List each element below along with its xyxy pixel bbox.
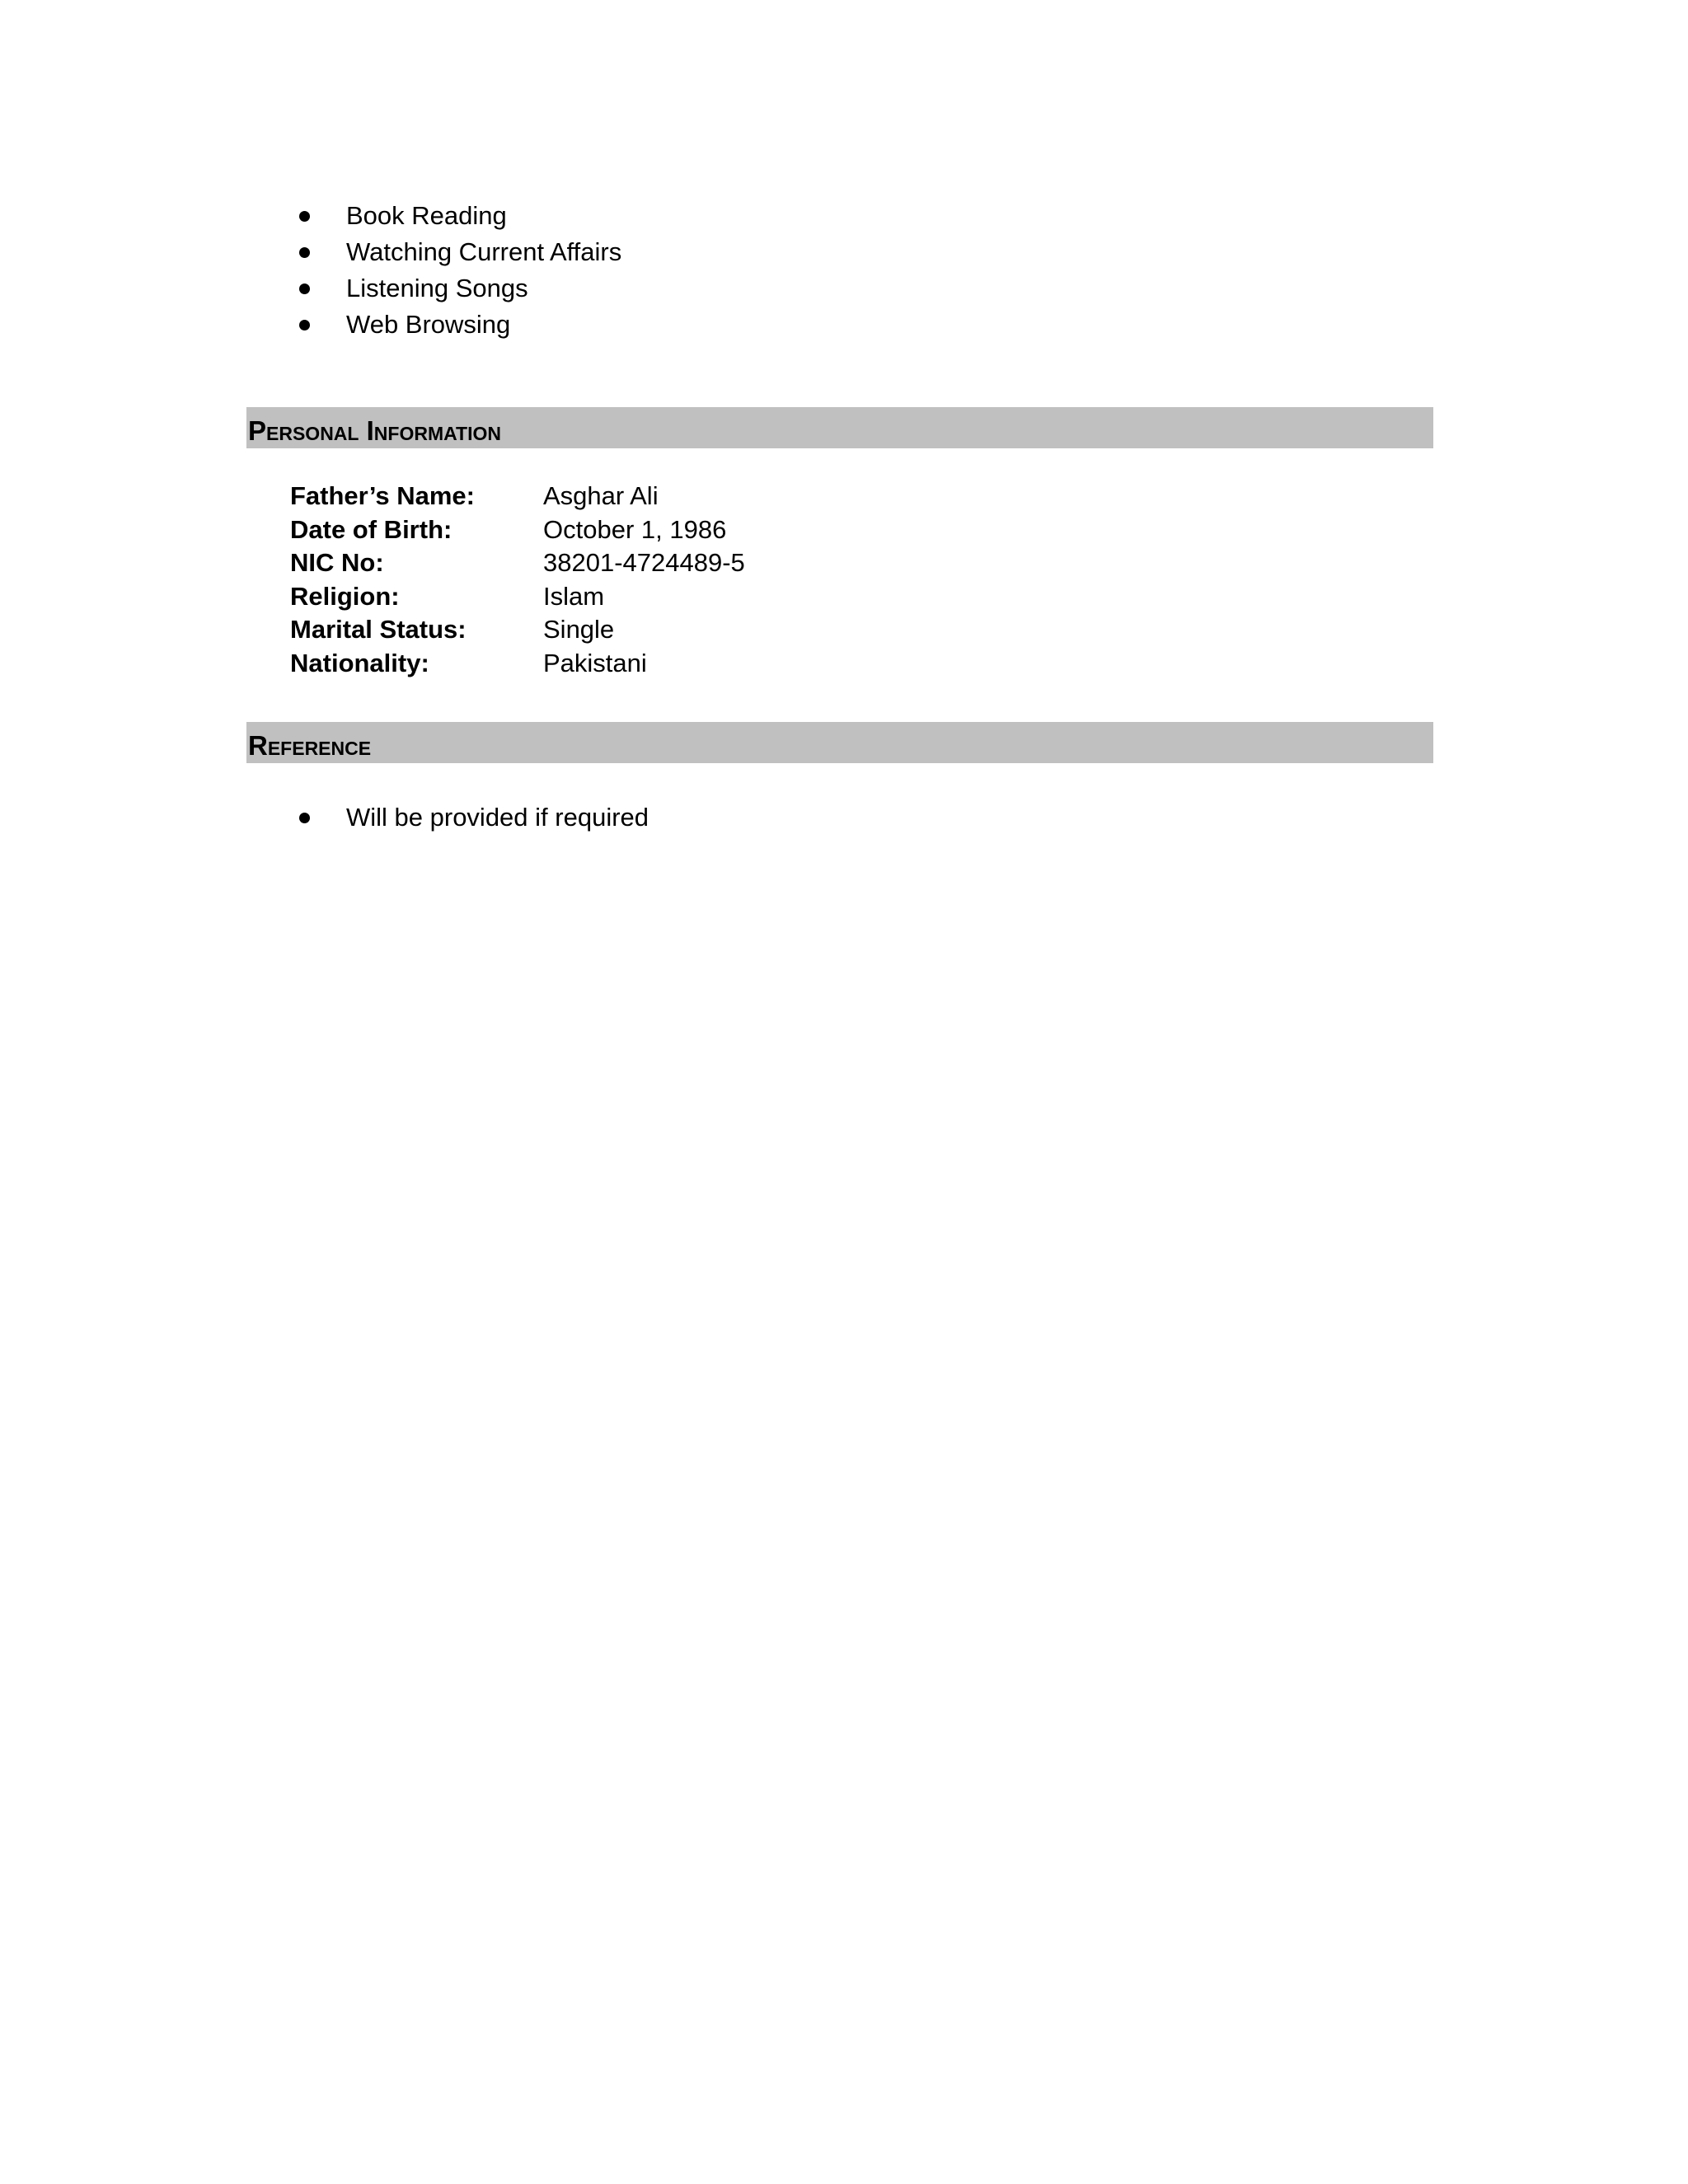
- info-label: Date of Birth:: [290, 514, 452, 544]
- hobby-text: Watching Current Affairs: [346, 237, 622, 266]
- info-value: Islam: [543, 581, 605, 611]
- hobby-text: Listening Songs: [346, 274, 528, 302]
- info-label: Nationality:: [290, 648, 429, 677]
- info-label: Religion:: [290, 581, 400, 611]
- section-title: Reference: [248, 730, 372, 761]
- hobby-text: Web Browsing: [346, 310, 511, 339]
- info-label: Marital Status:: [290, 615, 467, 644]
- reference-header: [246, 722, 1433, 763]
- info-value: Pakistani: [543, 648, 647, 677]
- bullet-icon: [299, 320, 310, 330]
- reference-text: Will be provided if required: [346, 803, 649, 832]
- personal-information-header: [246, 407, 1433, 448]
- bullet-icon: [299, 284, 310, 294]
- info-value: Single: [543, 615, 615, 644]
- info-label: NIC No:: [290, 548, 384, 577]
- info-value: Asghar Ali: [543, 481, 659, 510]
- info-value: October 1, 1986: [543, 514, 727, 544]
- bullet-icon: [299, 247, 310, 258]
- info-label: Father’s Name:: [290, 481, 475, 510]
- bullet-icon: [299, 813, 310, 823]
- info-value: 38201-4724489-5: [543, 548, 745, 577]
- hobby-text: Book Reading: [346, 201, 507, 230]
- section-title: Personal Information: [248, 415, 501, 446]
- bullet-icon: [299, 211, 310, 222]
